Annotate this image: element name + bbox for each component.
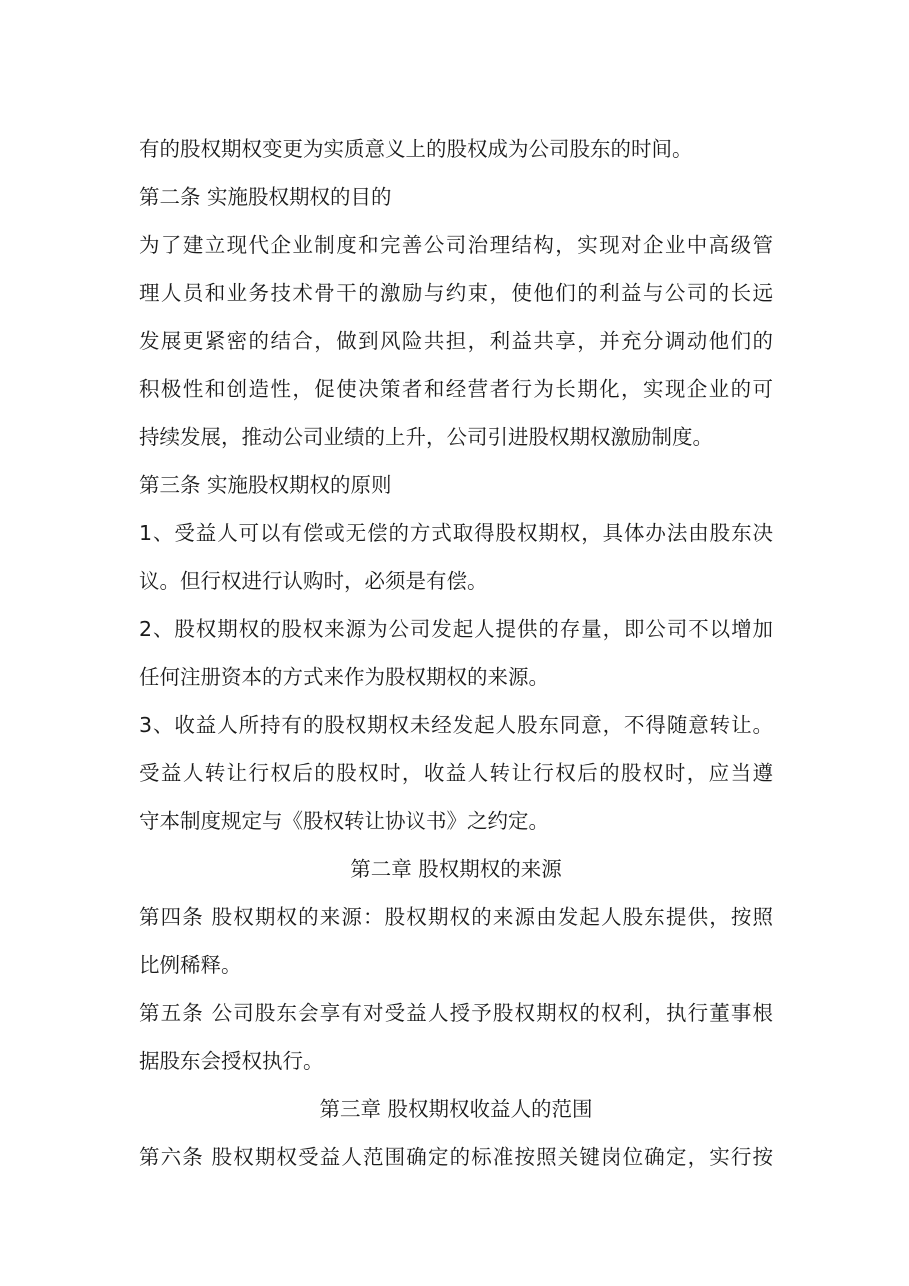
text-line: 议。但行权进行认购时，必须是有偿。 bbox=[139, 569, 488, 593]
text-line: 任何注册资本的方式来作为股权期权的来源。 bbox=[139, 665, 549, 689]
text-line: 比例稀释。 bbox=[139, 953, 242, 977]
text-line: 发展更紧密的结合，做到风险共担，利益共享，并充分调动他们的 bbox=[139, 329, 773, 353]
chapter-heading: 第二章 股权期权的来源 bbox=[350, 857, 562, 881]
text-line: 据股东会授权执行。 bbox=[139, 1049, 324, 1073]
text-line: 2、股权期权的股权来源为公司发起人提供的存量，即公司不以增加 bbox=[139, 617, 773, 641]
text-line: 1、受益人可以有偿或无偿的方式取得股权期权，具体办法由股东决 bbox=[139, 521, 773, 545]
text-line: 受益人转让行权后的股权时，收益人转让行权后的股权时，应当遵 bbox=[139, 761, 773, 785]
text-line: 有的股权期权变更为实质意义上的股权成为公司股东的时间。 bbox=[139, 137, 693, 161]
text-line: 第六条 股权期权受益人范围确定的标准按照关键岗位确定，实行按 bbox=[139, 1145, 773, 1169]
text-line: 持续发展，推动公司业绩的上升，公司引进股权期权激励制度。 bbox=[139, 425, 713, 449]
text-line: 第五条 公司股东会享有对受益人授予股权期权的权利，执行董事根 bbox=[139, 1001, 773, 1025]
text-line: 第二条 实施股权期权的目的 bbox=[139, 185, 392, 209]
text-line: 理人员和业务技术骨干的激励与约束，使他们的利益与公司的长远 bbox=[139, 281, 773, 305]
text-line: 为了建立现代企业制度和完善公司治理结构，实现对企业中高级管 bbox=[139, 233, 773, 257]
chapter-heading: 第三章 股权期权收益人的范围 bbox=[319, 1097, 593, 1121]
text-line: 第三条 实施股权期权的原则 bbox=[139, 473, 392, 497]
text-line: 第四条 股权期权的来源：股权期权的来源由发起人股东提供，按照 bbox=[139, 905, 773, 929]
text-line: 3、收益人所持有的股权期权未经发起人股东同意，不得随意转让。 bbox=[139, 713, 773, 737]
text-line: 守本制度规定与《股权转让协议书》之约定。 bbox=[139, 809, 549, 833]
document-body bbox=[139, 125, 773, 1181]
text-line: 积极性和创造性，促使决策者和经营者行为长期化，实现企业的可 bbox=[139, 377, 773, 401]
